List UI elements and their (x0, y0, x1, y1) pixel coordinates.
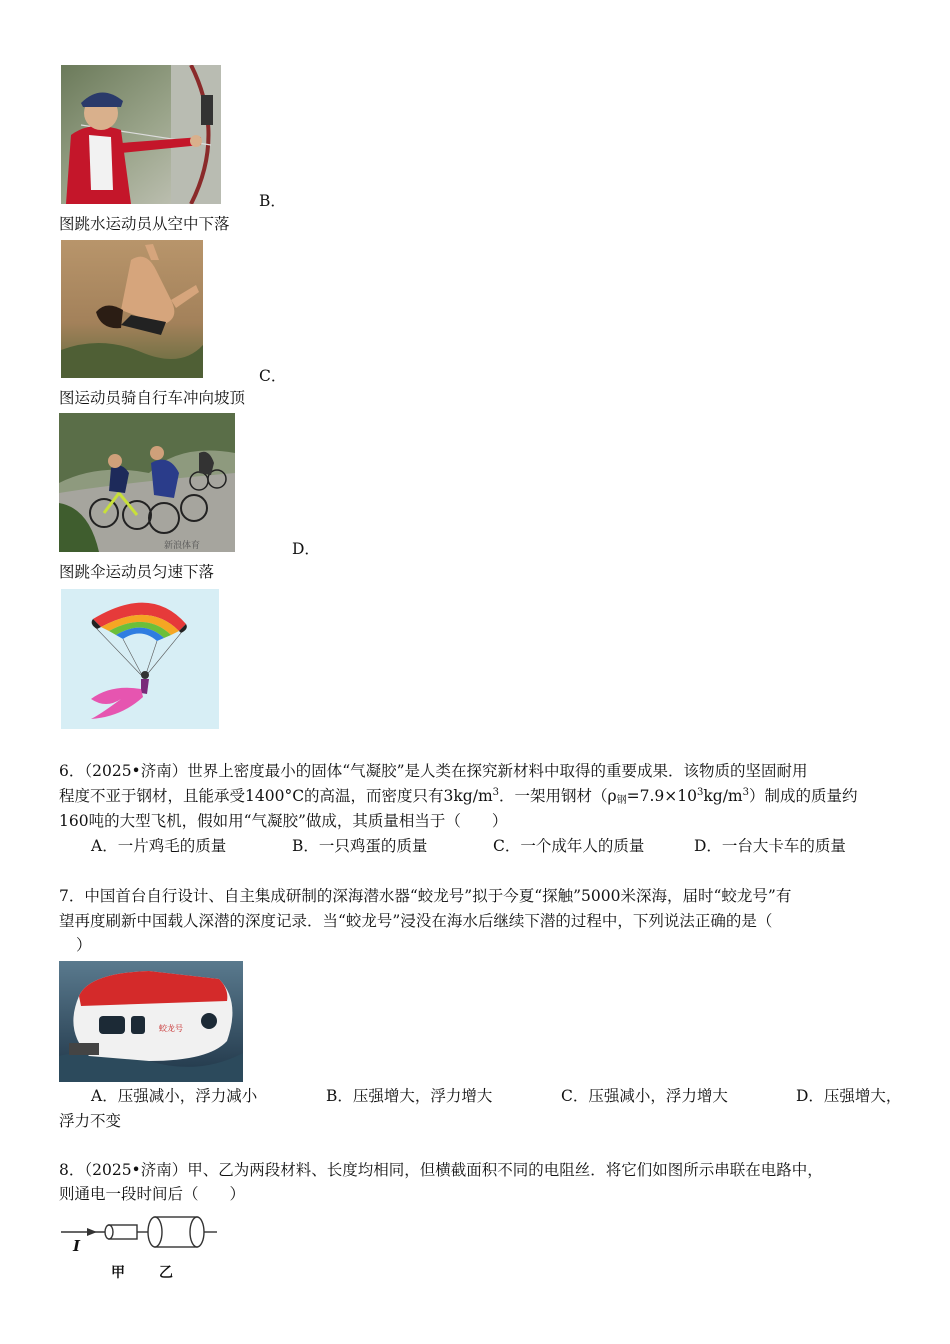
option-b-label: B． (259, 192, 286, 210)
q6-line-2-c: =7.9×10 (626, 787, 698, 805)
q7-line-1: 7．中国首台自行设计、自主集成研制的深海潜水器“蛟龙号”拟于今夏“探触”5000米深海，届时“蛟龙号”有 (59, 887, 792, 905)
q6-sup-3c: 3 (742, 787, 749, 798)
option-b-caption: 图跳水运动员从空中下落 (59, 215, 230, 233)
submersible-photo (59, 961, 243, 1082)
q6-option-c[interactable]: C．一个成年人的质量 (493, 837, 645, 855)
wire-jia-label: 甲 (111, 1265, 125, 1281)
resistor-wire-figure (59, 1212, 229, 1282)
q6-line-1: 6．（2025•济南）世界上密度最小的固体“气凝胶”是人类在探究新材料中取得的重要成果．该物质的坚固耐用 (59, 762, 808, 780)
current-label: I (73, 1237, 81, 1255)
archer-photo (61, 65, 221, 204)
q6-line-2-a: 程度不亚于钢材，且能承受1400°C的高温，而密度只有3kg/m (59, 787, 493, 805)
parachute-photo (61, 589, 219, 729)
q6-line-2-b: ．一架用钢材（ρ (499, 787, 617, 805)
q6-line-2-d: kg/m (703, 787, 743, 805)
diver-photo (61, 240, 203, 378)
svg-text:新浪体育: 新浪体育 (164, 541, 201, 551)
q6-line-2 (59, 785, 858, 807)
q8-line-1: 8．（2025•济南）甲、乙为两段材料、长度均相同，但横截面积不同的电阻丝．将它们如图所示串联在电路中， (59, 1161, 823, 1179)
q6-sub-gang: 钢 (616, 795, 627, 806)
q6-line-2-e: ）制成的质量约 (749, 787, 858, 805)
option-d-label: D． (292, 540, 320, 558)
option-c-label: C． (259, 367, 287, 385)
q6-sup-3b: 3 (697, 787, 704, 798)
q7-option-a[interactable]: A．压强减小，浮力减小 (91, 1087, 258, 1105)
svg-text:蛟龙号: 蛟龙号 (159, 1024, 183, 1033)
q7-option-d-continued: 浮力不变 (59, 1112, 122, 1130)
q6-option-a[interactable]: A．一片鸡毛的质量 (91, 837, 227, 855)
option-c-caption: 图运动员骑自行车冲向坡顶 (59, 389, 246, 407)
q8-line-2: 则通电一段时间后（ ） (59, 1185, 246, 1203)
option-d-caption: 图跳伞运动员匀速下落 (59, 563, 215, 581)
q6-option-b[interactable]: B．一只鸡蛋的质量 (292, 837, 428, 855)
q7-line-3: ） (76, 936, 92, 954)
q7-option-b[interactable]: B．压强增大，浮力增大 (326, 1087, 493, 1105)
cyclists-photo (59, 413, 235, 552)
q6-option-d[interactable]: D．一台大卡车的质量 (694, 837, 846, 855)
q7-line-2: 望再度刷新中国载人深潜的深度记录．当“蛟龙号”浸没在海水后继续下潜的过程中，下列说法正确的是（ (59, 912, 773, 930)
q7-option-d[interactable]: D．压强增大， (796, 1087, 902, 1105)
q7-option-c[interactable]: C．压强减小，浮力增大 (561, 1087, 728, 1105)
q6-sup-3a: 3 (492, 787, 500, 798)
wire-yi-label: 乙 (159, 1265, 173, 1281)
q6-line-3: 160吨的大型飞机，假如用“气凝胶”做成，其质量相当于（ ） (59, 812, 508, 830)
